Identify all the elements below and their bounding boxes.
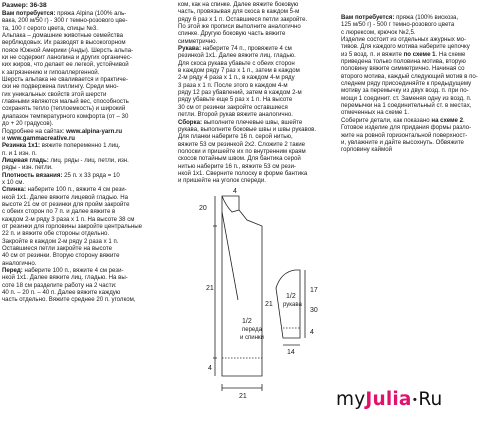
text-line: Оставшиеся петли закройте на высоте bbox=[2, 245, 113, 252]
text-line: Подробнее на сайтах: www.alpina-yarn.ru bbox=[2, 127, 123, 135]
body-outline bbox=[222, 196, 262, 376]
text-line: часть, провязывая для скоса в каждом 5-м bbox=[178, 8, 300, 16]
text-line: 40 п. – 20 п. – 40 п. Далее вяжите каждую bbox=[2, 289, 121, 297]
text-line: сохранять тепло (теплоемкость) и широкий bbox=[2, 105, 126, 113]
size-heading: Размер: 36-38 bbox=[2, 2, 47, 9]
text-line: ряды - изн. петли. bbox=[2, 164, 53, 172]
neck-curve bbox=[222, 196, 239, 212]
text-line: Закройте в каждом 2-м ряду 2 раза х 1 п. bbox=[2, 237, 119, 245]
label-rib: 4 bbox=[208, 365, 212, 372]
text-line: п. и 1 изн. п. bbox=[2, 149, 37, 157]
text-line: Готовое изделие для придания формы разло- bbox=[341, 124, 472, 132]
text-line: Резинка 1х1: вяжите попеременно 1 лиц. bbox=[2, 142, 121, 150]
text-line: петли. Второй рукав вяжите аналогично. bbox=[178, 111, 293, 119]
text-line: в каждом ряду 7 раз х 1 п., затем в каждом bbox=[178, 67, 300, 75]
text-line: вака, 200 м/50 г) - 300 г темно-розового цве- bbox=[2, 17, 128, 25]
text-line: с обеих сторон по 7 п. и далее вяжите в bbox=[2, 208, 116, 216]
text-line: нкой 1х1. Сверните полоску в форме бантика bbox=[178, 169, 308, 177]
text-line: от резинки для горловины закройте центральные bbox=[2, 222, 143, 230]
text-line: и, увлажните и дайте высохнуть. Обвяжите bbox=[341, 138, 464, 146]
text-line: рукава, выполните боковые швы и швы рукавов. bbox=[178, 125, 317, 133]
text-line: 3 раза х 1 п. После этого в каждом 4-м bbox=[178, 81, 288, 89]
text-line: та, 100 г серого цвета, спицы №3. bbox=[2, 24, 98, 32]
text-line: симметрично. bbox=[178, 37, 218, 45]
label-half: 1/2 bbox=[242, 318, 252, 325]
text-line: верблюдовых. Их разводят в высокогорном bbox=[2, 39, 126, 47]
text-line: По этой же прописи выполните аналогично bbox=[178, 23, 301, 31]
text-line: к загрязнению и гипоаллергенной. bbox=[2, 68, 100, 76]
text-line: 125 м/50 г) - 500 г темно-розового цвета bbox=[341, 21, 455, 29]
text-line: нкой 1х1. Далее вяжите лицевой гладью. На bbox=[2, 193, 129, 201]
text-line: Для скоса рукава убавьте с обеих сторон bbox=[178, 59, 295, 67]
text-line: 40 см от резинки. Вторую сторону вяжите bbox=[2, 252, 120, 260]
text-line: Плотность вязания: 25 п. х 33 ряда = 10 bbox=[2, 171, 120, 179]
text-line: поясе Южной Америки (Анды). Шерсть альпа- bbox=[2, 46, 134, 54]
text-line: ряду убавьте еще 5 раз х 1 п. На высоте bbox=[178, 96, 293, 104]
text-line: нитью наберите 16 п., вяжите 53 см рези- bbox=[178, 162, 297, 170]
label-half-sub1: переда bbox=[242, 327, 262, 333]
text-line: х 10 см. bbox=[2, 178, 25, 186]
text-line: и пришейте на уголок спереди. bbox=[178, 177, 266, 185]
text-line: ком, как на спинке. Далее вяжите боковую bbox=[178, 1, 299, 8]
text-line: 22 п. и вяжите обе стороны отдельно. bbox=[2, 230, 110, 238]
text-line: полоски и пришейте их по внутренним краям bbox=[178, 147, 306, 155]
sleeve-label-bottom: 14 bbox=[287, 349, 295, 356]
text-line: отмеченных на схеме 1. bbox=[341, 109, 410, 117]
sleeve-label-half: 1/2 bbox=[286, 293, 296, 300]
label-side: 20 bbox=[199, 205, 207, 212]
text-line: 30 см от резинки закройте оставшиеся bbox=[178, 103, 288, 111]
text-line: соте 18 см разделите работу на 2 части: bbox=[2, 281, 117, 289]
text-line: ски не подвержена пиллингу. Среди мно- bbox=[2, 83, 119, 91]
label-half-sub2: и спинки bbox=[240, 335, 264, 341]
text-line: Сборка: выполните плечевые швы, вшейте bbox=[178, 118, 303, 126]
text-line: перемычки на 1 соединительный ст. в местах, bbox=[341, 102, 472, 110]
text-line: скосов потайным швом. Для бантика серой bbox=[178, 155, 301, 163]
text-line: ки не содержит ланолина и других органичес- bbox=[2, 54, 132, 62]
text-line: Лицевая гладь: лиц. ряды - лиц. петли, изн. bbox=[2, 156, 129, 164]
text-line: главными являются малый вес, способность bbox=[2, 98, 129, 106]
text-line: мотиву за перемычку из двух возд. п. при по- bbox=[341, 87, 469, 95]
text-line: Соберите детали, как показано на схеме 2. bbox=[341, 116, 465, 124]
sleeve-label-rib: 4 bbox=[310, 329, 314, 336]
text-line: тивов. Для каждого мотива наберите цепочку bbox=[341, 43, 470, 51]
text-line: резинкой 1х1. Далее вяжите лиц. гладью. bbox=[178, 52, 296, 60]
text-line: Изделие состоит из отдельных ажурных мо- bbox=[341, 36, 467, 44]
text-line: ряду 12 раз убавлений, затем в каждом 2-м bbox=[178, 89, 302, 97]
text-line: жите на ровной горизонтальной поверхност- bbox=[341, 131, 468, 139]
text-line: Спинка: наберите 100 п., вяжите 4 см рези- bbox=[2, 186, 127, 194]
text-line: высоте 21 см от резинки для пройм закройте bbox=[2, 200, 130, 208]
text-line: спинке. Другую боковую часть вяжите bbox=[178, 30, 286, 38]
text-line: и www.gammacreative.ru bbox=[2, 134, 75, 142]
text-line: следнем ряду присоединяйте к предыдущему bbox=[341, 80, 472, 88]
label-width-top: 4 bbox=[233, 188, 237, 195]
text-line: нкой 1х1. Далее вяжите лиц. гладью. На вы- bbox=[2, 274, 128, 282]
text-line: Для планки наберите 16 п. серой нитью, bbox=[178, 133, 293, 141]
text-line: диапазон температурного комфорта (от – 30 bbox=[2, 112, 129, 120]
text-line: Вам потребуется: пряжа Alpina (100% аль- bbox=[2, 10, 127, 17]
text-line: Альпака – домашние животные семейства bbox=[2, 32, 124, 40]
text-line: ряду 6 раз х 1 п. Оставшиеся петли закройте. bbox=[178, 15, 308, 23]
text-line: горловину каймой bbox=[341, 146, 392, 154]
text-line: Вам потребуется: пряжа (100% вискоза, bbox=[341, 14, 459, 21]
text-line: ких жиров, что делает ее легкой, устойчивой bbox=[2, 61, 129, 69]
text-line: Перед: наберите 100 п., вяжите 4 см рези- bbox=[2, 267, 124, 275]
front-slant bbox=[222, 212, 238, 300]
text-line: часть отдельно. Вяжите среднее 20 п. уголком, bbox=[2, 296, 136, 304]
text-line: аналогично. bbox=[2, 259, 37, 267]
text-line: каждом 2-м ряду 3 раза х 1 п. На высоте 38 см bbox=[2, 215, 135, 223]
text-line: из 5 возд. п. и вяжите по схеме 1. На схеме bbox=[341, 50, 466, 58]
text-line: 2-м ряду 4 раза х 1 п., в каждом 4-м ряду bbox=[178, 74, 295, 82]
text-line: гих уникальных свойств этой шерсти bbox=[2, 90, 107, 98]
sleeve-label-sub: рукава bbox=[283, 302, 302, 308]
text-line: до + 20 градусов). bbox=[2, 120, 54, 128]
text-line: половину вяжите симметрично. Начиная со bbox=[341, 65, 465, 73]
label-width-right: 21 bbox=[265, 301, 273, 308]
label-bottom-width: 21 bbox=[239, 393, 247, 400]
watermark-logo: myJulia•Ru bbox=[336, 389, 443, 410]
text-line: с люрексом, крючок №2,5. bbox=[341, 28, 416, 36]
text-line: Рукава: наберите 74 п., провяжите 4 см bbox=[178, 45, 292, 53]
text-line: второго мотива, каждый следующий мотив в по- bbox=[341, 72, 478, 80]
sleeve-label-height-low: 30 bbox=[310, 307, 318, 314]
text-line: приведена только половина мотива, вторую bbox=[341, 58, 466, 66]
text-line: Шерсть альпака не сваливается и практиче- bbox=[2, 76, 128, 84]
label-body-height: 21 bbox=[206, 285, 214, 292]
text-line: вяжите 53 см резинкой 2х2. Сложите 2 такие bbox=[178, 140, 306, 148]
sleeve-label-height-top: 17 bbox=[310, 287, 318, 294]
text-line: мощи 1 соединит. ст. Заменяя одну из возд. п. bbox=[341, 94, 472, 102]
